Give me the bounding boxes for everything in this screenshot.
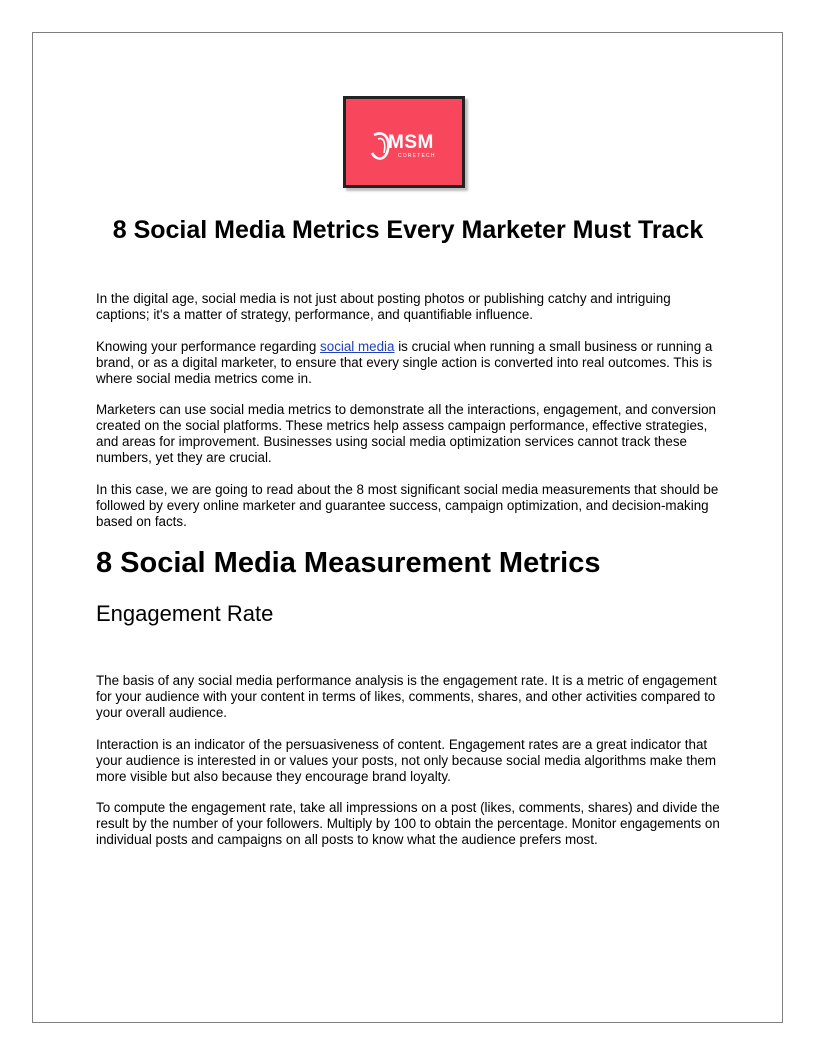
section-subheading: Engagement Rate	[96, 601, 274, 626]
engagement-paragraph-2: Interaction is an indicator of the persuasiveness of content. Engagement rates are a great indicator that your audience is interested in or values your posts, not only because social media algorithms make them more visible but also because they encourage brand loyalty.	[96, 737, 717, 784]
logo-subtext: CORETECH	[398, 153, 436, 159]
intro-paragraph-2	[96, 339, 726, 387]
engagement-paragraph-3: To compute the engagement rate, take all impressions on a post (likes, comments, shares) and divide the result by the number of your followers. Multiply by 100 to obtain the percentage. Monitor engagements on individual posts and campaigns on all posts to know what the audience prefers most.	[96, 800, 720, 847]
engagement-paragraph-1: The basis of any social media performance analysis is the engagement rate. It is a metric of engagement for your audience with your content in terms of likes, comments, shares, and other activities compared to your overall audience.	[96, 673, 717, 720]
section-heading: 8 Social Media Measurement Metrics	[96, 547, 601, 579]
intro-paragraph-2-start: Knowing your performance regarding	[96, 339, 321, 354]
intro-paragraph-3: Marketers can use social media metrics to demonstrate all the interactions, engagement, and conversion created on the social platforms. These metrics help assess campaign performance, effective strategies, and areas for improvement. Businesses using social media optimization services cannot track these numbers, yet they are crucial.	[96, 402, 717, 465]
company-logo	[343, 96, 465, 188]
intro-paragraph-4: In this case, we are going to read about the 8 most significant social media measurements that should be followed by every online marketer and guarantee success, campaign optimization, and decision-making based on facts.	[96, 482, 719, 529]
page-title: 8 Social Media Metrics Every Marketer Must Track	[112, 216, 704, 244]
intro-paragraph-2-end: is crucial when running a small business or running a brand, or as a digital marketer, to ensure that every single action is converted into real outcomes. This is where social media metrics come in.	[96, 339, 713, 386]
logo-text: MSM	[388, 132, 434, 153]
intro-paragraph-1: In the digital age, social media is not just about posting photos or publishing catchy and intriguing captions; it's a matter of strategy, performance, and quantifiable influence.	[96, 291, 671, 322]
social-media-link[interactable]: social media	[320, 339, 395, 354]
